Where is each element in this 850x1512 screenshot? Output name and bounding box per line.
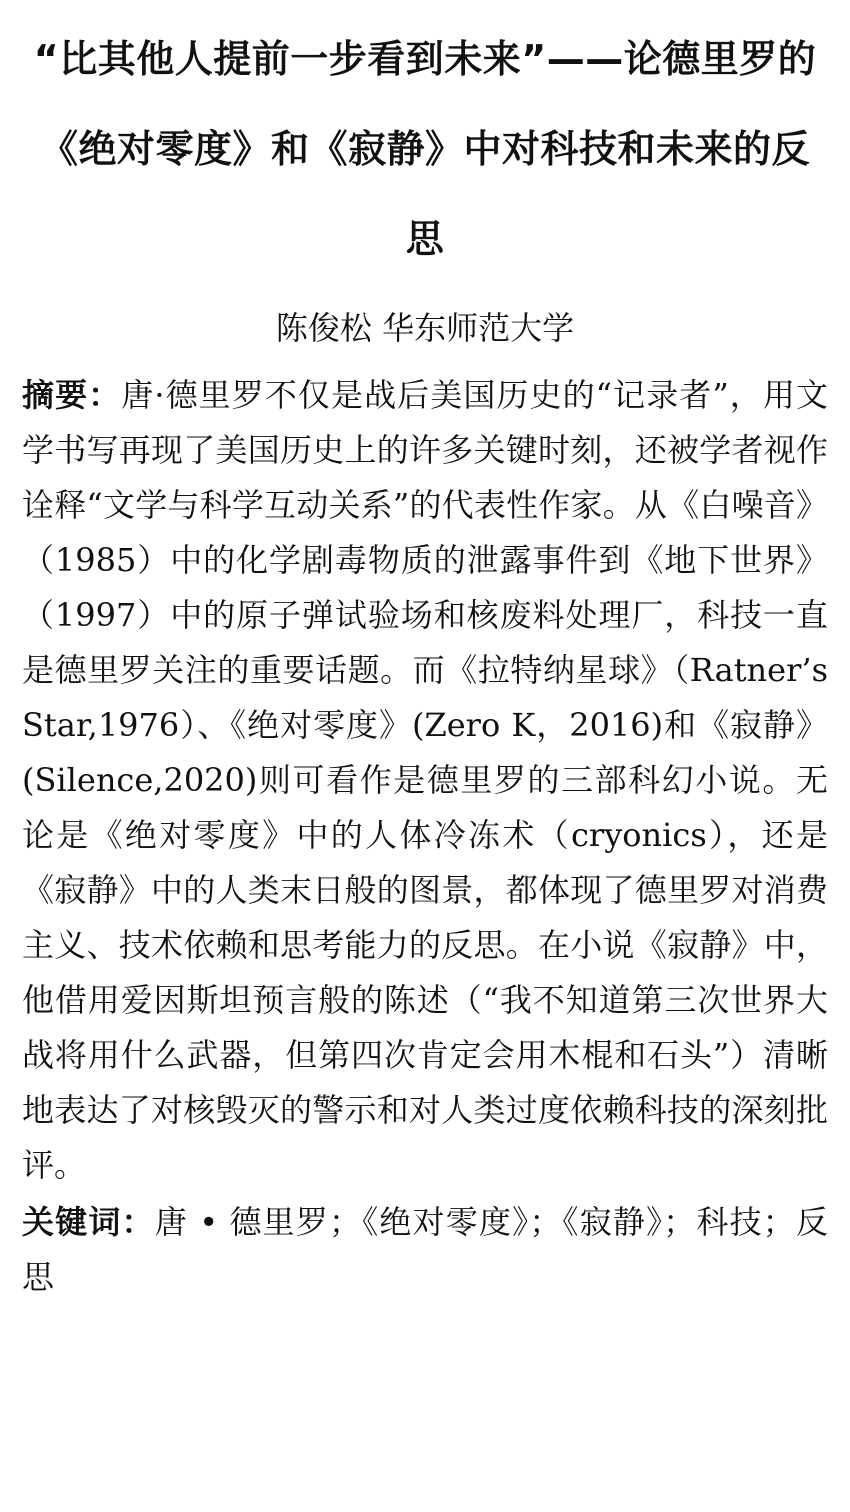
keywords-label: 关键词： xyxy=(22,1203,155,1241)
abstract-label: 摘要： xyxy=(22,376,122,414)
paper-title: “比其他人提前一步看到未来”——论德里罗的《绝对零度》和《寂静》中对科技和未来的反思 xyxy=(33,37,817,261)
abstract-paragraph xyxy=(22,368,828,1193)
author-affiliation: 陈俊松 华东师范大学 xyxy=(275,309,575,347)
keywords-paragraph xyxy=(22,1195,828,1305)
abstract-text: 唐·德里罗不仅是战后美国历史的“记录者”，用文学书写再现了美国历史上的许多关键时刻，还被学者视作诠释“文学与科学互动关系”的代表性作家。从《白噪音》（1985）中的化学剧毒物质的泄露事件到《地下世界》（1997）中的原子弹试验场和核废料处理厂，科技一直是德里罗关注的重要话题。而《拉特纳星球》（Ratner’s Star,1976）、《绝对零度》(Zero K，2016)和《寂静》(Silence,2020)则可看作是德里罗的三部科幻小说。无论是《绝对零度》中的人体冷冻术（cryonics），还是《寂静》中的人类末日般的图景，都体现了德里罗对消费主义、技术依赖和思考能力的反思。在小说《寂静》中，他借用爱因斯坦预言般的陈述（“我不知道第三次世界大战将用什么武器，但第四次肯定会用木棍和石头”）清晰地表达了对核毁灭的警示和对人类过度依赖科技的深刻批评。 xyxy=(22,376,828,1184)
keywords-text: 唐 • 德里罗；《绝对零度》；《寂静》；科技；反思 xyxy=(22,1203,828,1296)
